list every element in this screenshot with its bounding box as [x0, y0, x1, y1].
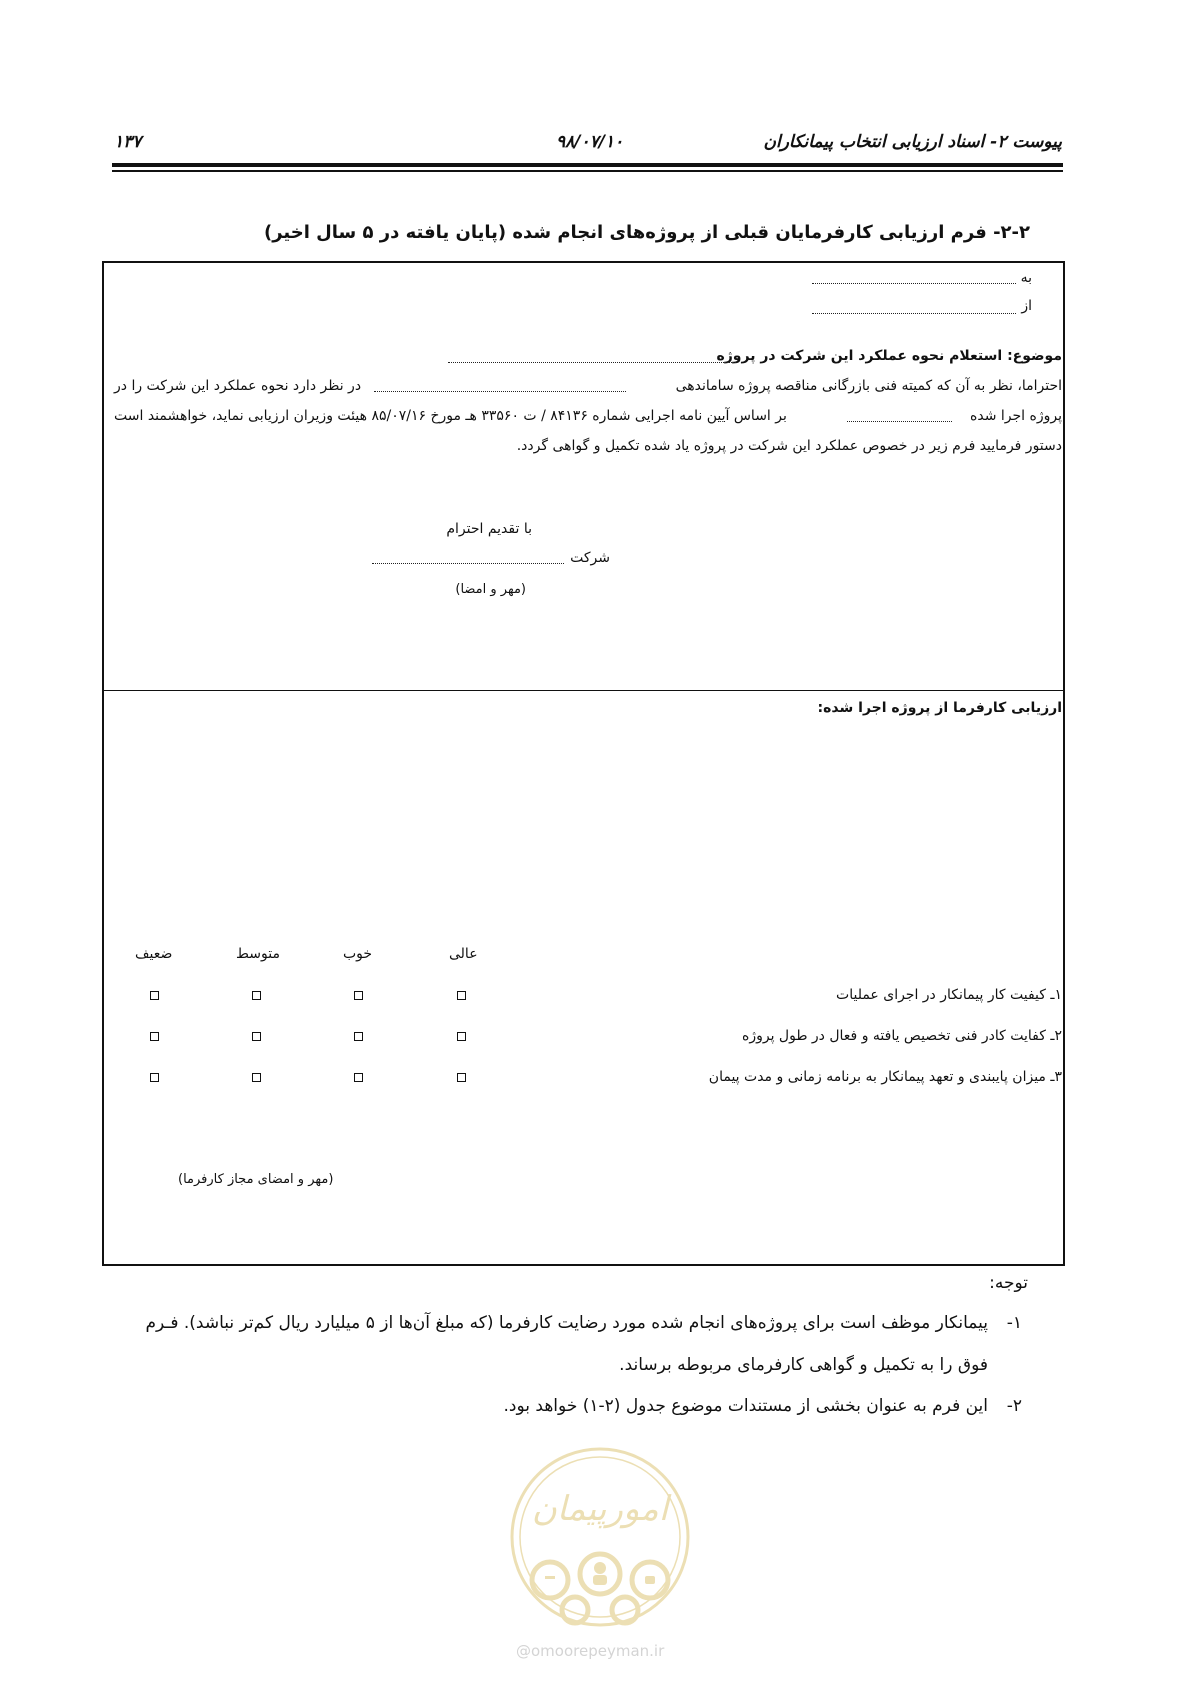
criterion-2: ۲ـ کفایت کادر فنی تخصیص یافته و فعال در طول پروژه: [741, 1028, 1062, 1044]
from-label: از: [1021, 298, 1032, 314]
criterion-3-average-checkbox[interactable]: [252, 1073, 261, 1082]
criterion-2-weak-checkbox[interactable]: [150, 1032, 159, 1041]
criterion-2-excellent-checkbox[interactable]: [457, 1032, 466, 1041]
page-number: ۱۳۷: [114, 132, 142, 152]
notes-heading: توجه:: [989, 1273, 1028, 1293]
note-2-number: ۲-: [1006, 1396, 1022, 1416]
company-name-field[interactable]: [372, 563, 564, 564]
document-header-title: پیوست ۲- اسناد ارزیابی انتخاب پیمانکاران: [763, 132, 1062, 152]
column-good: خوب: [343, 946, 373, 962]
to-field[interactable]: [812, 283, 1016, 284]
from-field[interactable]: [812, 313, 1016, 314]
header-rule-thick: [112, 163, 1063, 167]
criterion-3-good-checkbox[interactable]: [354, 1073, 363, 1082]
note-2-line1: این فرم به عنوان بخشی از مستندات موضوع جدول (۲-۱) خواهد بود.: [503, 1396, 988, 1416]
organizing-project-field[interactable]: [374, 391, 626, 392]
body-line1-a: احتراما، نظر به آن که کمیته فنی بازرگانی مناقصه پروژه ساماندهی: [675, 378, 1062, 394]
note-1-number: ۱-: [1006, 1313, 1022, 1333]
criterion-3-weak-checkbox[interactable]: [150, 1073, 159, 1082]
column-average: متوسط: [236, 946, 280, 962]
to-label: به: [1020, 270, 1032, 286]
criterion-1-average-checkbox[interactable]: [252, 991, 261, 1000]
criterion-1-weak-checkbox[interactable]: [150, 991, 159, 1000]
executed-project-field[interactable]: [847, 421, 952, 422]
criterion-1: ۱ـ کیفیت کار پیمانکار در اجرای عملیات: [836, 987, 1062, 1003]
header-rule-thin: [112, 170, 1063, 172]
body-line3: دستور فرمایید فرم زیر در خصوص عملکرد این شرکت در پروژه یاد شده تکمیل و گواهی گردد.: [516, 438, 1062, 454]
criterion-2-average-checkbox[interactable]: [252, 1032, 261, 1041]
watermark-logo-text: امورپیمان: [531, 1489, 669, 1529]
column-excellent: عالی: [449, 946, 478, 962]
document-date: ۹۸/۰۷/۱۰: [556, 132, 624, 152]
evaluation-heading: ارزیابی کارفرما از پروژه اجرا شده:: [817, 700, 1062, 716]
criterion-1-good-checkbox[interactable]: [354, 991, 363, 1000]
employer-seal-label: (مهر و امضای مجاز کارفرما): [178, 1172, 334, 1187]
body-line2-a: پروژه اجرا شده: [970, 408, 1062, 424]
watermark-logo-icon: [505, 1442, 695, 1632]
criterion-1-excellent-checkbox[interactable]: [457, 991, 466, 1000]
criterion-2-good-checkbox[interactable]: [354, 1032, 363, 1041]
body-line2-b: بر اساس آیین نامه اجرایی شماره ۸۴۱۳۶ / ت ۳۳۵۶۰ هـ مورخ ۸۵/۰۷/۱۶ هیئت وزیران ارزیابی نماید، خواهشمند است: [114, 408, 787, 424]
criterion-3-excellent-checkbox[interactable]: [457, 1073, 466, 1082]
column-weak: ضعیف: [135, 946, 173, 962]
body-line1-b: در نظر دارد نحوه عملکرد این شرکت را در: [114, 378, 362, 394]
subject-line: موضوع: استعلام نحوه عملکرد این شرکت در پروژه: [716, 348, 1062, 364]
project-name-field[interactable]: [448, 362, 736, 363]
note-1-line1: پیمانکار موظف است برای پروژه‌های انجام شده مورد رضایت کارفرما (که مبلغ آن‌ها از ۵ میلیارد ریال کم‌تر نباشد). فـرم: [145, 1313, 988, 1333]
closing-text: با تقدیم احترام: [446, 521, 532, 537]
note-1-line2: فوق را به تکمیل و گواهی کارفرمای مربوطه برساند.: [619, 1355, 988, 1375]
criterion-3: ۳ـ میزان پایبندی و تعهد پیمانکار به برنامه زمانی و مدت پیمان: [708, 1069, 1062, 1085]
section-title: ۲-۲- فرم ارزیابی کارفرمایان قبلی از پروژه‌های انجام شده (پایان یافته در ۵ سال اخیر): [263, 222, 1030, 243]
seal-label: (مهر و امضا): [455, 582, 526, 597]
watermark-site-text: @omoorepeyman.ir: [516, 1642, 665, 1660]
form-divider: [102, 690, 1065, 691]
company-label: شرکت: [570, 550, 610, 566]
